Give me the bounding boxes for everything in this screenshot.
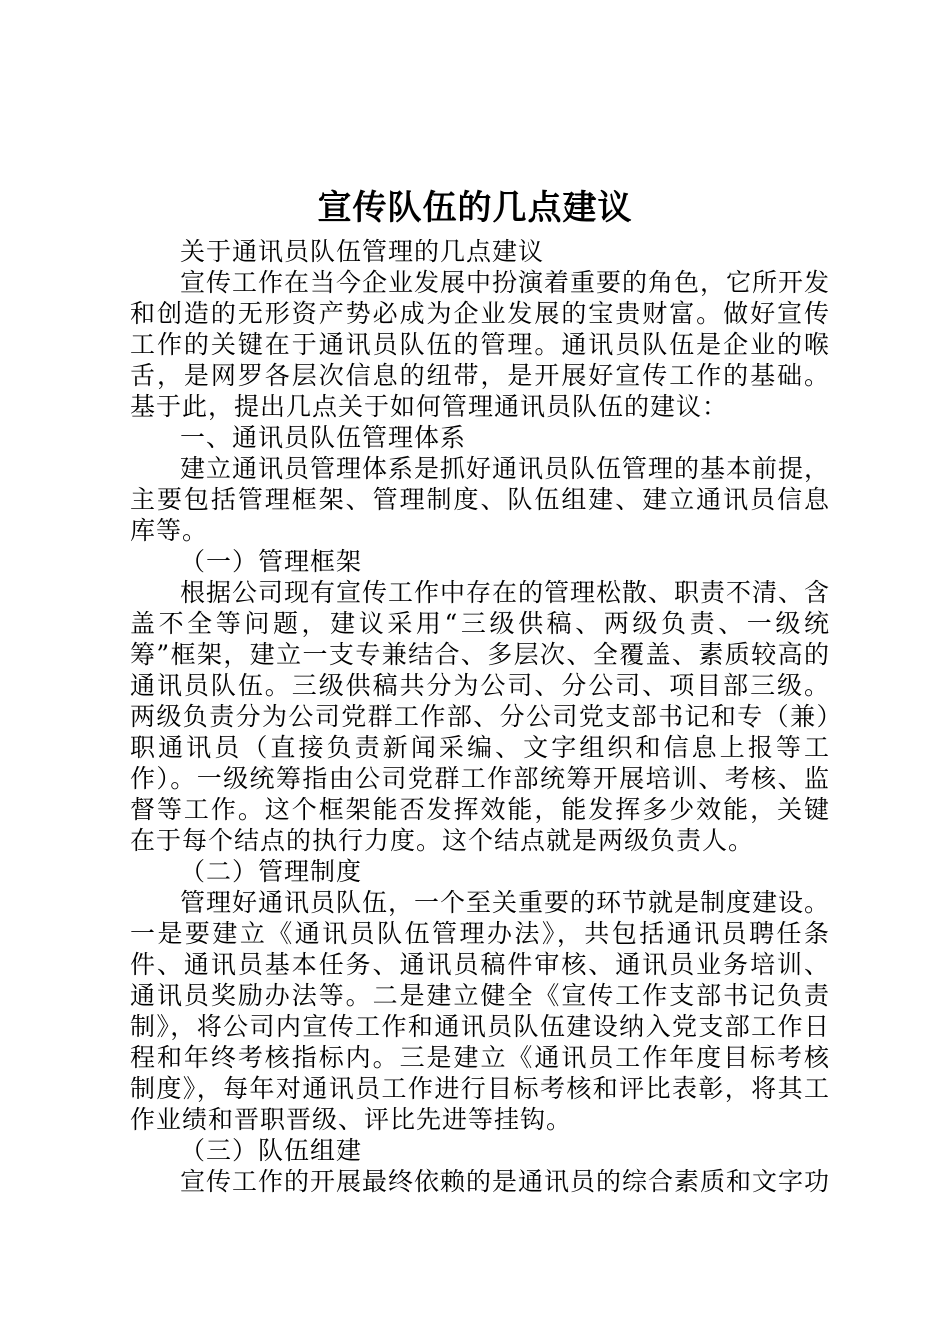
subsection-2-paragraph: 管理好通讯员队伍，一个至关重要的环节就是制度建设。一是要建立《通讯员队伍管理办法》，共包括通讯员聘任条件、通讯员基本任务、通讯员稿件审核、通讯员业务培训、通讯员奖励办法等。二是建立健全《宣传工作支部书记负责制》，将公司内宣传工作和通讯员队伍建设纳入党支部工作日程和年终考核指标内。三是建立《通讯员工作年度目标考核制度》，每年对通讯员工作进行目标考核和评比表彰，将其工作业绩和晋职晋级、评比先进等挂钩。 [130,888,831,1134]
document-title: 宣传队伍的几点建议 [317,188,633,228]
subsection-3-paragraph: 宣传工作的开展最终依赖的是通讯员的综合素质和文字功 [180,1167,831,1196]
subsection-heading-2: （二）管理制度 [180,857,363,886]
section-1-paragraph: 建立通讯员管理体系是抓好通讯员队伍管理的基本前提，主要包括管理框架、管理制度、队伍组建、建立通讯员信息库等。 [130,454,831,545]
document-body [130,236,830,1197]
intro-paragraph: 宣传工作在当今企业发展中扮演着重要的角色，它所开发和创造的无形资产势必成为企业发展的宝贵财富。做好宣传工作的关键在于通讯员队伍的管理。通讯员队伍是企业的喉舌，是网罗各层次信息的纽带，是开展好宣传工作的基础。基于此，提出几点关于如何管理通讯员队伍的建议： [130,268,831,421]
section-heading-1: 一、通讯员队伍管理体系 [180,423,467,452]
subtitle-paragraph: 关于通讯员队伍管理的几点建议 [180,237,545,266]
subsection-1-paragraph: 根据公司现有宣传工作中存在的管理松散、职责不清、含盖不全等问题，建议采用“三级供稿、两级负责、一级统筹”框架，建立一支专兼结合、多层次、全覆盖、素质较高的通讯员队伍。三级供稿共分为公司、分公司、项目部三级。两级负责分为公司党群工作部、分公司党支部书记和专（兼）职通讯员（直接负责新闻采编、文字组织和信息上报等工作）。一级统筹指由公司党群工作部统筹开展培训、考核、监督等工作。这个框架能否发挥效能，能发挥多少效能，关键在于每个结点的执行力度。这个结点就是两级负责人。 [130,578,831,855]
subsection-heading-3: （三）队伍组建 [180,1136,363,1165]
subsection-heading-1: （一）管理框架 [180,547,363,576]
